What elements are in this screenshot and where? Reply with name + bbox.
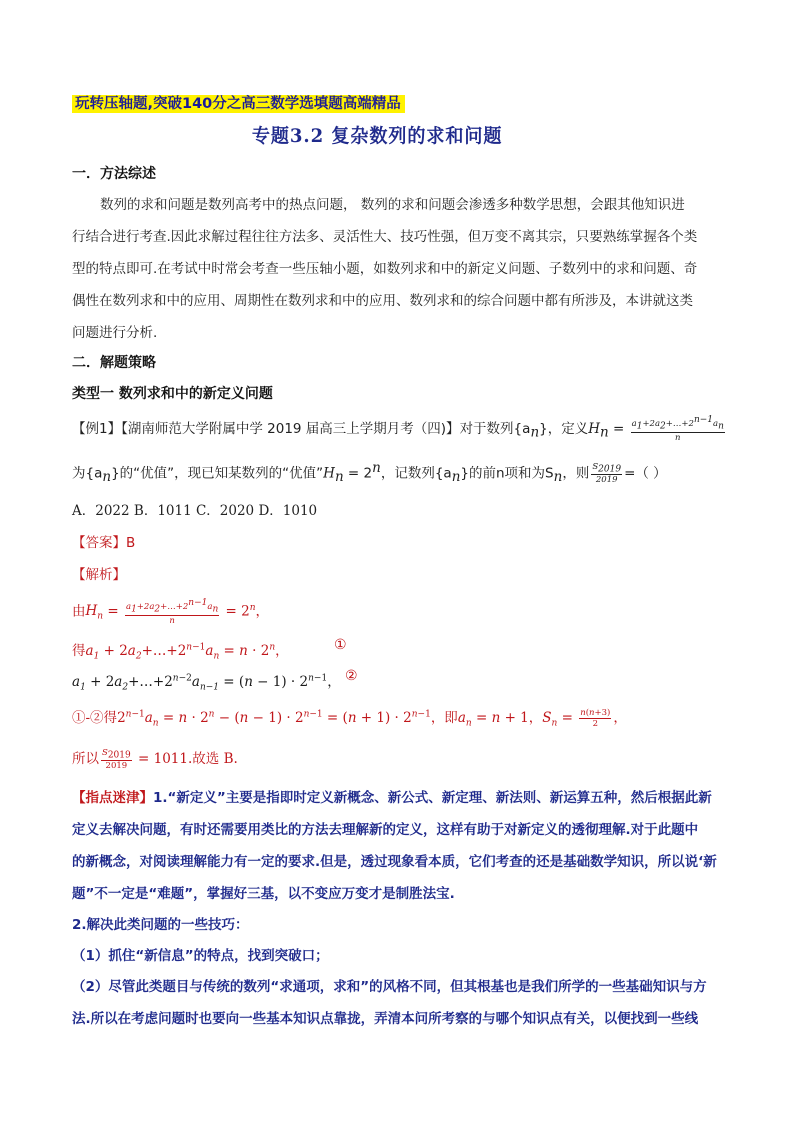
tips-line-1: 【指点迷津】1.“新定义”主要是指即时定义新概念、新公式、新定理、新法则、新运算五种，然后根据此新: [72, 790, 712, 806]
sn-fraction: $\frac{n(n+3)}{2}$: [580, 708, 611, 729]
tips-point-2-heading: 2.解决此类问题的一些技巧：: [72, 917, 249, 933]
tips-point-2-item-1: （1）抓住“新信息”的特点，找到突破口；: [72, 948, 329, 964]
analysis-label: 【解析】: [72, 567, 126, 583]
answer-options: A．2022 B．1011 C．2020 D．1010: [72, 503, 318, 519]
conclusion-fraction: $\frac{S_{2019}}{2019}$: [102, 747, 131, 772]
example-1-line-2: 为$\{a_n\}$的“优值”，现已知某数列的“优值$”H_n = 2^n$，记数列$\{a_n\}$的前n项和为$S_n$，则 $\frac{S_{2019}}{2019}$ =（ ）: [72, 460, 667, 486]
answer-value: B: [126, 535, 136, 551]
answer-label: 【答案】: [72, 535, 126, 551]
work-line-2: 得$a_1$ + $2a_2+\dots+2^{n-1}a_n = n \cdot 2^n$，: [72, 642, 289, 662]
type-heading: 类型一 数列求和中的新定义问题: [72, 386, 273, 402]
overview-line-2: 行结合进行考查.因此求解过程往往方法多、灵活性大、技巧性强，但万变不离其宗，只要熟练掌握各个类: [72, 229, 698, 245]
series-banner: 玩转压轴题,突破140分之高三数学选填题高端精品: [72, 95, 405, 113]
tips-line-4: 题”不一定是“难题”，掌握好三基，以不变应万变才是制胜法宝.: [72, 886, 455, 902]
work-line-1: 由$H_n$ = $\frac{a_1+2a_2+\dots+2^{n-1}a_n}{n}$ = $2^n$，: [72, 598, 270, 626]
example-source: 【湖南师范大学附属中学 2019 届高三上学期月考（四)】: [121, 420, 460, 437]
work-line-5: 所以 $\frac{S_{2019}}{2019}$ = 1011.故选 B.: [72, 747, 238, 772]
tips-line-2: 定义去解决问题，有时还需要用类比的方法去理解新的定义，这样有助于对新定义的透彻理解.对于此题中: [72, 822, 699, 838]
hn-fraction: $\frac{a_1+2a_2+\dots+2^{n-1}a_n}{n}$: [125, 598, 219, 626]
page-title: 专题3.2 复杂数列的求和问题: [251, 125, 503, 147]
tips-line-3: 的新概念，对阅读理解能力有一定的要求.但是，透过现象看本质，它们考查的还是基础数学知识，所以说‘新: [72, 854, 717, 870]
overview-line-3: 型的特点即可.在考试中时常会考查一些压轴小题，如数列求和中的新定义问题、子数列中的求和问题、奇: [72, 261, 698, 277]
work-line-4: ①-②得$2^{n-1}a_n = n \cdot 2^n - (n - 1) \cdot 2^{n-1} = (n + 1) \cdot 2^{n-1}$，即$a_n = n + 1$，$S_n$ = $\frac{n(n+3)}{2}$ ，: [72, 708, 627, 729]
example-1-line-1: 【例1】【湖南师范大学附属中学 2019 届高三上学期月考（四)】对于数列$\{a_n\}$，定义$H_n$ = $\frac{a_1+2a_2+\dots+2^{n-1}a_n}{n}$: [72, 415, 724, 443]
overview-line-5: 问题进行分析.: [72, 325, 158, 341]
equation-marker-1: ①: [334, 637, 347, 653]
tips-label: 【指点迷津】: [72, 790, 153, 806]
overview-line-4: 偶性在数列求和中的应用、周期性在数列求和中的应用、数列求和的综合问题中都有所涉及，本讲就这类: [72, 293, 693, 309]
section-heading-strategy: 二．解题策略: [72, 355, 156, 371]
tips-point-2-item-2b: 法.所以在考虑问题时也要向一些基本知识点靠拢，弄清本问所考察的与哪个知识点有关，以便找到一些线: [72, 1011, 699, 1027]
example-label: 【例1】: [72, 420, 122, 437]
answer-line: [72, 531, 135, 551]
work-line-3: $a_1$ + $2a_2+\dots+2^{n-2}a_{n-1} = (n - 1) \cdot 2^{n-1}$，: [72, 673, 341, 693]
s2019-ratio-fraction: $\frac{S_{2019}}{2019}$: [592, 461, 622, 486]
overview-line-1: 数列的求和问题是数列高考中的热点问题， 数列的求和问题会渗透多种数学思想，会跟其他知识进: [100, 197, 685, 213]
hn-definition-fraction: $\frac{a_1+2a_2+\dots+2^{n-1}a_n}{n}$: [631, 415, 724, 443]
tips-point-2-item-2a: （2）尽管此类题目与传统的数列“求通项，求和”的风格不同，但其根基也是我们所学的一些基础知识与方: [72, 979, 707, 995]
section-heading-overview: 一．方法综述: [72, 166, 156, 182]
equation-marker-2: ②: [345, 668, 358, 684]
